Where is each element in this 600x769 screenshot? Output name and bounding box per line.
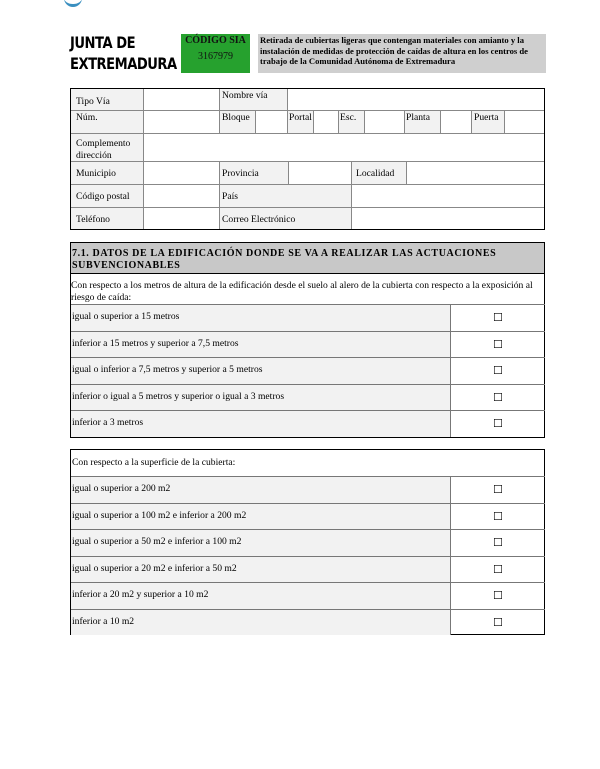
- vline: [471, 111, 472, 133]
- brand-line-2: EXTREMADURA: [70, 54, 177, 73]
- surface-option-row: [71, 503, 545, 530]
- surface-option-checkbox[interactable]: [450, 477, 545, 503]
- height-option-label: igual o inferior a 7,5 metros y superior a 5 metros: [72, 364, 263, 376]
- vline: [143, 89, 144, 133]
- surface-option-label-cell: [71, 477, 451, 503]
- height-option-checkbox[interactable]: [450, 385, 545, 411]
- height-option-checkbox[interactable]: [450, 358, 545, 384]
- label-esc: Esc.: [340, 112, 357, 123]
- height-option-checkbox[interactable]: [450, 305, 545, 331]
- vline: [404, 111, 405, 133]
- height-option-label-cell: [71, 411, 451, 437]
- junta-logo: [70, 32, 177, 74]
- surface-option-checkbox[interactable]: [450, 610, 545, 636]
- sia-code-box: [181, 34, 250, 73]
- label-portal: Portal: [289, 112, 312, 123]
- label-codigo-postal: Código postal: [76, 191, 130, 202]
- surface-option-label: inferior a 20 m2 y superior a 10 m2: [72, 589, 209, 600]
- surface-option-label: igual o superior a 50 m2 e inferior a 100 m2: [72, 536, 242, 547]
- checkbox-icon: ☐: [493, 536, 503, 549]
- logo-arc: [64, 0, 82, 7]
- vline: [287, 111, 288, 133]
- label-localidad: Localidad: [356, 168, 395, 179]
- surface-option-row: [71, 582, 545, 609]
- checkbox-icon: ☐: [493, 562, 503, 576]
- sia-label: CÓDIGO SIA: [185, 35, 246, 46]
- vline: [255, 111, 256, 133]
- vline: [364, 111, 365, 133]
- height-option-label-cell: [71, 358, 451, 384]
- height-option-checkbox[interactable]: [450, 332, 545, 358]
- surface-option-checkbox[interactable]: [450, 583, 545, 609]
- vline: [219, 89, 220, 133]
- surface-option-checkbox[interactable]: [450, 530, 545, 556]
- hline: [71, 110, 544, 111]
- hline: [71, 184, 544, 185]
- surface-option-row: [71, 476, 545, 503]
- label-correo: Correo Electrónico: [222, 214, 296, 225]
- height-option-label: inferior a 15 metros y superior a 7,5 metros: [72, 337, 239, 349]
- vline: [143, 162, 144, 229]
- surface-option-row: [71, 556, 545, 583]
- height-option-row: [71, 331, 545, 358]
- checkbox-icon: ☐: [493, 311, 503, 324]
- surface-option-row: [71, 609, 545, 636]
- label-municipio: Municipio: [76, 168, 116, 179]
- label-pais: País: [222, 191, 238, 202]
- height-option-label: inferior o igual a 5 metros y superior o igual a 3 metros: [72, 390, 285, 402]
- height-option-row: [71, 410, 545, 437]
- checkbox-icon: ☐: [493, 483, 503, 496]
- height-option-label: inferior a 3 metros: [72, 417, 144, 429]
- surface-option-label: igual o superior a 20 m2 e inferior a 50 m2: [72, 562, 237, 574]
- surface-option-label-cell: [71, 583, 451, 609]
- hline: [71, 207, 544, 208]
- label-puerta: Puerta: [474, 112, 499, 123]
- vline: [440, 111, 441, 133]
- vline: [287, 89, 288, 110]
- label-pais-cell: [219, 185, 351, 207]
- height-option-label-cell: [71, 305, 451, 331]
- vline: [351, 162, 352, 229]
- checkbox-icon: ☐: [493, 390, 503, 404]
- height-option-row: [71, 304, 545, 331]
- vline: [143, 134, 144, 161]
- checkbox-icon: ☐: [493, 417, 503, 431]
- surface-option-row: [71, 529, 545, 556]
- hline: [71, 273, 544, 274]
- surface-option-checkbox[interactable]: [450, 504, 545, 530]
- label-complemento: Complemento dirección: [76, 138, 131, 161]
- vline: [338, 111, 339, 133]
- label-planta: Planta: [406, 112, 430, 123]
- label-nombre-via: Nombre vía: [222, 90, 268, 101]
- checkbox-icon: ☐: [493, 364, 503, 378]
- height-option-row: [71, 384, 545, 411]
- vline: [288, 162, 289, 184]
- height-option-label-cell: [71, 385, 451, 411]
- label-telefono: Teléfono: [76, 214, 110, 225]
- height-option-label: igual o superior a 15 metros: [72, 311, 180, 322]
- label-bloque: Bloque: [222, 112, 250, 123]
- hline: [71, 161, 544, 162]
- height-option-row: [71, 357, 545, 384]
- surface-option-label-cell: [71, 504, 451, 530]
- surface-option-label-cell: [71, 530, 451, 556]
- surface-option-label: igual o superior a 100 m2 e inferior a 200 m2: [72, 509, 247, 521]
- procedure-title: Retirada de cubiertas ligeras que contengan materiales con amianto y la instalación de medidas de protección de caídas de altura en los centros de trabajo de la Comunidad Autónoma de Extremadura: [258, 34, 546, 73]
- surface-option-label-cell: [71, 557, 451, 583]
- height-option-label-cell: [71, 332, 451, 358]
- surface-option-label-cell: [71, 610, 451, 636]
- surface-option-label: inferior a 10 m2: [72, 615, 135, 627]
- vline: [504, 111, 505, 133]
- height-question: Con respecto a los metros de altura de la edificación desde el suelo al alero de la cubierta con respecto a la exposición al riesgo de caída:: [71, 280, 533, 303]
- label-provincia: Provincia: [222, 168, 259, 179]
- checkbox-icon: ☐: [493, 337, 503, 351]
- surface-option-label: igual o superior a 200 m2: [72, 483, 171, 494]
- hline: [71, 133, 544, 134]
- vline: [406, 162, 407, 184]
- checkbox-icon: ☐: [493, 615, 503, 629]
- checkbox-icon: ☐: [493, 589, 503, 602]
- height-option-checkbox[interactable]: [450, 411, 545, 437]
- surface-option-checkbox[interactable]: [450, 557, 545, 583]
- surface-question: Con respecto a la superficie de la cubierta:: [72, 457, 236, 468]
- section-title: 7.1. DATOS DE LA EDIFICACIÓN DONDE SE VA A REALIZAR LAS ACTUACIONES SUBVENCIONABLES: [71, 243, 544, 273]
- label-num: Núm.: [76, 112, 98, 123]
- vline: [313, 111, 314, 133]
- sia-code: 3167979: [198, 51, 233, 62]
- brand-line-1: JUNTA DE: [70, 33, 136, 52]
- checkbox-icon: ☐: [493, 509, 503, 523]
- vline: [219, 162, 220, 229]
- label-tipo-via: Tipo Vía: [76, 96, 110, 107]
